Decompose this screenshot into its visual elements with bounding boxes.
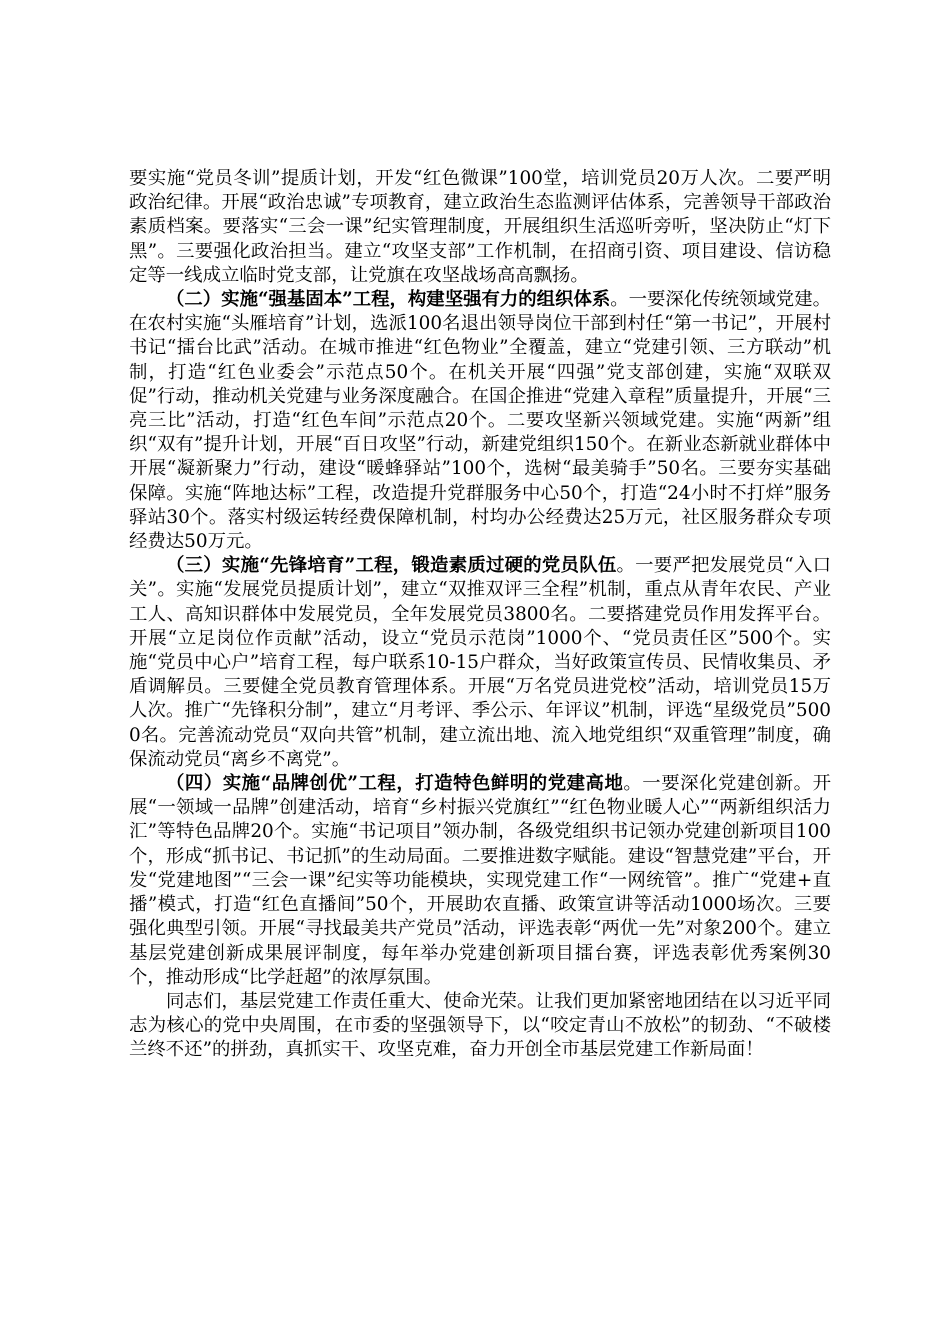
paragraph-text: 要实施“党员冬训”提质计划，开发“红色微课”100堂，培训党员20万人次。二要严明政治纪律。开展“政治忠诚”专项教育，建立政治生态监测评估体系，完善领导干部政治素质档案。要落实“三会一课”纪实管理制度，开展组织生活巡听旁听，坚决防止“灯下黑”。三要强化政治担当。建立“攻坚支部”工作机制，在招商引资、项目建设、信访稳定等一线成立临时党支部，让党旗在攻坚战场高高飘扬。 (129, 168, 831, 286)
paragraph-section-4 (129, 772, 831, 990)
paragraph-section-3 (129, 554, 831, 772)
paragraph-text: 。一要深化传统领域党建。在农村实施“头雁培育”计划，选派100名退出领导岗位干部到村任“第一书记”，开展村书记“擂台比武”活动。在城市推进“红色物业”全覆盖，建立“党建引领、三方联动”机制，打造“红色业委会”示范点50个。在机关开展“四强”党支部创建，实施“双联双促”行动，推动机关党建与业务深度融合。在国企推进“党建入章程”质量提升，开展“三亮三比”活动，打造“红色车间”示范点20个。二要攻坚新兴领域党建。实施“两新”组织“双有”提升计划，开展“百日攻坚”行动，新建党组织150个。在新业态新就业群体中开展“凝新聚力”行动，建设“暖蜂驿站”100个，选树“最美骑手”50名。三要夯实基础保障。实施“阵地达标”工程，改造提升党群服务中心50个，打造“24小时不打烊”服务驿站30个。落实村级运转经费保障机制，村均办公经费达25万元，社区服务群众专项经费达50万元。 (129, 289, 831, 553)
paragraph-section-2 (129, 288, 831, 554)
section-heading: （三）实施“先锋培育”工程，锻造素质过硬的党员队伍 (166, 555, 617, 577)
document-page (129, 167, 831, 1063)
paragraph-text: 。一要深化党建创新。开展“一领域一品牌”创建活动，培育“乡村振兴党旗红”“红色物业暖人心”“两新组织活力汇”等特色品牌20个。实施“书记项目”领办制，各级党组织书记领办党建创新项目100个，形成“抓书记、书记抓”的生动局面。二要推进数字赋能。建设“智慧党建”平台，开发“党建地图”“三会一课”纪实等功能模块，实现党建工作“一网统管”。推广“党建+直播”模式，打造“红色直播间”50个，开展助农直播、政策宣讲等活动1000场次。三要强化典型引领。开展“寻找最美共产党员”活动，评选表彰“两优一先”对象200个。建立基层党建创新成果展评制度，每年举办党建创新项目擂台赛，评选表彰优秀案例30个，推动形成“比学赶超”的浓厚氛围。 (129, 773, 831, 988)
paragraph-text: 。一要严把发展党员“入口关”。实施“发展党员提质计划”，建立“双推双评三全程”机制，重点从青年农民、产业工人、高知识群体中发展党员，全年发展党员3800名。二要搭建党员作用发挥平台。开展“立足岗位作贡献”活动，设立“党员示范岗”1000个、“党员责任区”500个。实施“党员中心户”培育工程，每户联系10-15户群众，当好政策宣传员、民情收集员、矛盾调解员。三要健全党员教育管理体系。开展“万名党员进党校”活动，培训党员15万人次。推广“先锋积分制”，建立“月考评、季公示、年评议”机制，评选“星级党员”5000名。完善流动党员“双向共管”机制，建立流出地、流入地党组织“双重管理”制度，确保流动党员“离乡不离党”。 (129, 555, 831, 770)
section-heading: （二）实施“强基固本”工程，构建坚强有力的组织体系 (166, 289, 611, 311)
paragraph-closing (129, 990, 831, 1063)
section-heading: （四）实施“品牌创优”工程，打造特色鲜明的党建高地 (166, 773, 624, 795)
paragraph-continuation (129, 167, 831, 288)
paragraph-text: 同志们，基层党建工作责任重大、使命光荣。让我们更加紧密地团结在以习近平同志为核心的党中央周围，在市委的坚强领导下，以“咬定青山不放松”的韧劲、“不破楼兰终不还”的拼劲，真抓实干、攻坚克难，奋力开创全市基层党建工作新局面！ (129, 990, 831, 1061)
